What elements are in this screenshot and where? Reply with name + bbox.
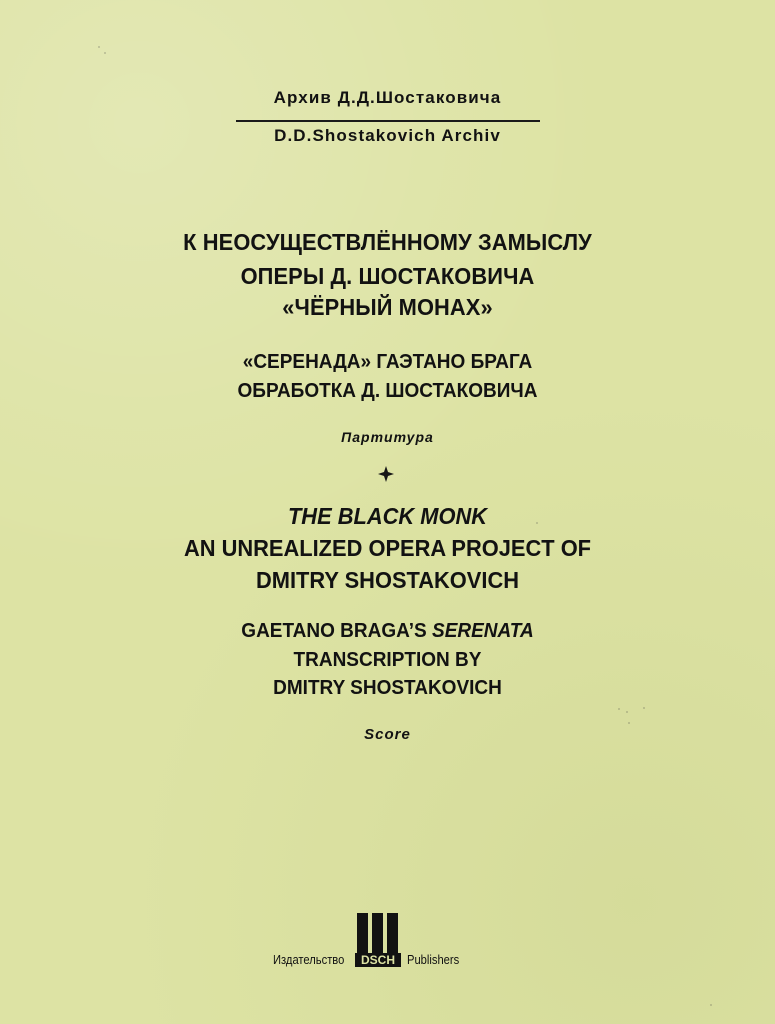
publisher-russian-label: Издательство <box>273 952 345 967</box>
archive-russian-title: Архив Д.Д.Шостаковича <box>273 88 502 107</box>
publisher-block <box>0 905 775 975</box>
paper-speck <box>643 707 645 709</box>
paper-speck <box>710 1004 712 1006</box>
publisher-english-label: Publishers <box>407 952 460 967</box>
paper-speck <box>98 46 100 48</box>
english-title-line-2: AN UNREALIZED OPERA PROJECT OF <box>183 535 592 561</box>
english-score-label: Score <box>364 726 411 743</box>
publisher-logo <box>355 913 401 969</box>
star-icon <box>378 466 394 482</box>
paper-speck <box>104 52 106 54</box>
english-subtitle-italic: SERENATA <box>432 620 534 642</box>
russian-title-line-2: ОПЕРЫ Д. ШОСТАКОВИЧА <box>240 263 535 289</box>
english-subtitle-line-3: DMITRY SHOSTAKOVICH <box>273 677 502 699</box>
russian-subtitle-line-1: «СЕРЕНАДА» ГАЭТАНО БРАГА <box>242 351 533 373</box>
russian-title-line-1: К НЕОСУЩЕСТВЛЁННОМУ ЗАМЫСЛУ <box>183 229 592 255</box>
archive-english-title: D.D.Shostakovich Archiv <box>274 126 501 145</box>
english-subtitle-line-2: TRANSCRIPTION BY <box>293 649 482 671</box>
russian-title-line-3: «ЧЁРНЫЙ МОНАХ» <box>282 294 493 320</box>
russian-score-label: Партитура <box>341 429 434 445</box>
english-subtitle-prefix: GAETANO BRAGA’S <box>241 620 433 642</box>
russian-subtitle-line-2: ОБРАБОТКА Д. ШОСТАКОВИЧА <box>237 380 538 402</box>
paper-speck <box>618 708 620 710</box>
paper-speck <box>626 711 628 713</box>
paper-speck <box>536 522 538 524</box>
publisher-logo-text: DSCH <box>360 953 396 967</box>
english-title-line-1: THE BLACK MONK <box>287 503 488 529</box>
english-subtitle-line-1 <box>19 620 755 643</box>
english-title-line-3: DMITRY SHOSTAKOVICH <box>255 567 520 593</box>
archive-divider <box>236 120 540 122</box>
paper-speck <box>628 722 630 724</box>
